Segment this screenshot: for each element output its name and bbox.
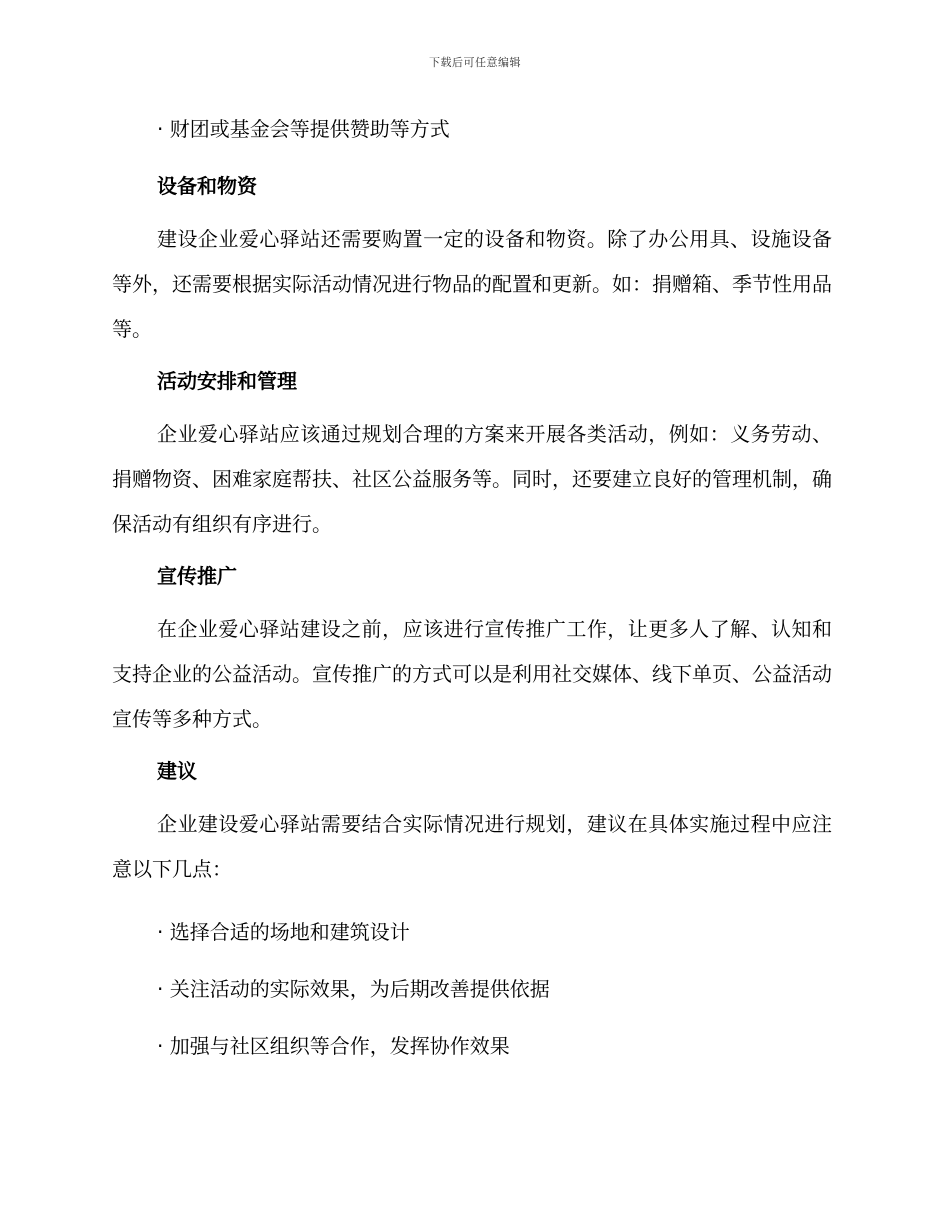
section-paragraph-suggestions: 企业建设爱心驿站需要结合实际情况进行规划，建议在具体实施过程中应注意以下几点： — [112, 812, 832, 881]
section-heading-promotion: 宣传推广 — [157, 564, 237, 588]
section-paragraph-activities: 企业爱心驿站应该通过规划合理的方案来开展各类活动，例如：义务劳动、捐赠物资、困难家庭帮扶、社区公益服务等。同时，还要建立良好的管理机制，确保活动有组织有序进行。 — [112, 422, 832, 536]
document-body — [112, 112, 832, 1063]
bullet-item: · 财团或基金会等提供赞助等方式 — [157, 117, 450, 141]
bullet-item: · 加强与社区组织等合作，发挥协作效果 — [157, 1034, 510, 1058]
bullet-item: · 选择合适的场地和建筑设计 — [157, 920, 410, 944]
section-heading-equipment: 设备和物资 — [157, 174, 257, 198]
section-heading-suggestions: 建议 — [157, 759, 197, 783]
section-paragraph-equipment: 建设企业爱心驿站还需要购置一定的设备和物资。除了办公用具、设施设备等外，还需要根据实际活动情况进行物品的配置和更新。如：捐赠箱、季节性用品等。 — [112, 227, 832, 341]
section-heading-activities: 活动安排和管理 — [157, 369, 297, 393]
section-paragraph-promotion: 在企业爱心驿站建设之前，应该进行宣传推广工作，让更多人了解、认知和支持企业的公益活动。宣传推广的方式可以是利用社交媒体、线下单页、公益活动宣传等多种方式。 — [112, 617, 832, 731]
bullet-item: · 关注活动的实际效果，为后期改善提供依据 — [157, 977, 550, 1001]
header-note: 下载后可任意编辑 — [429, 56, 521, 69]
